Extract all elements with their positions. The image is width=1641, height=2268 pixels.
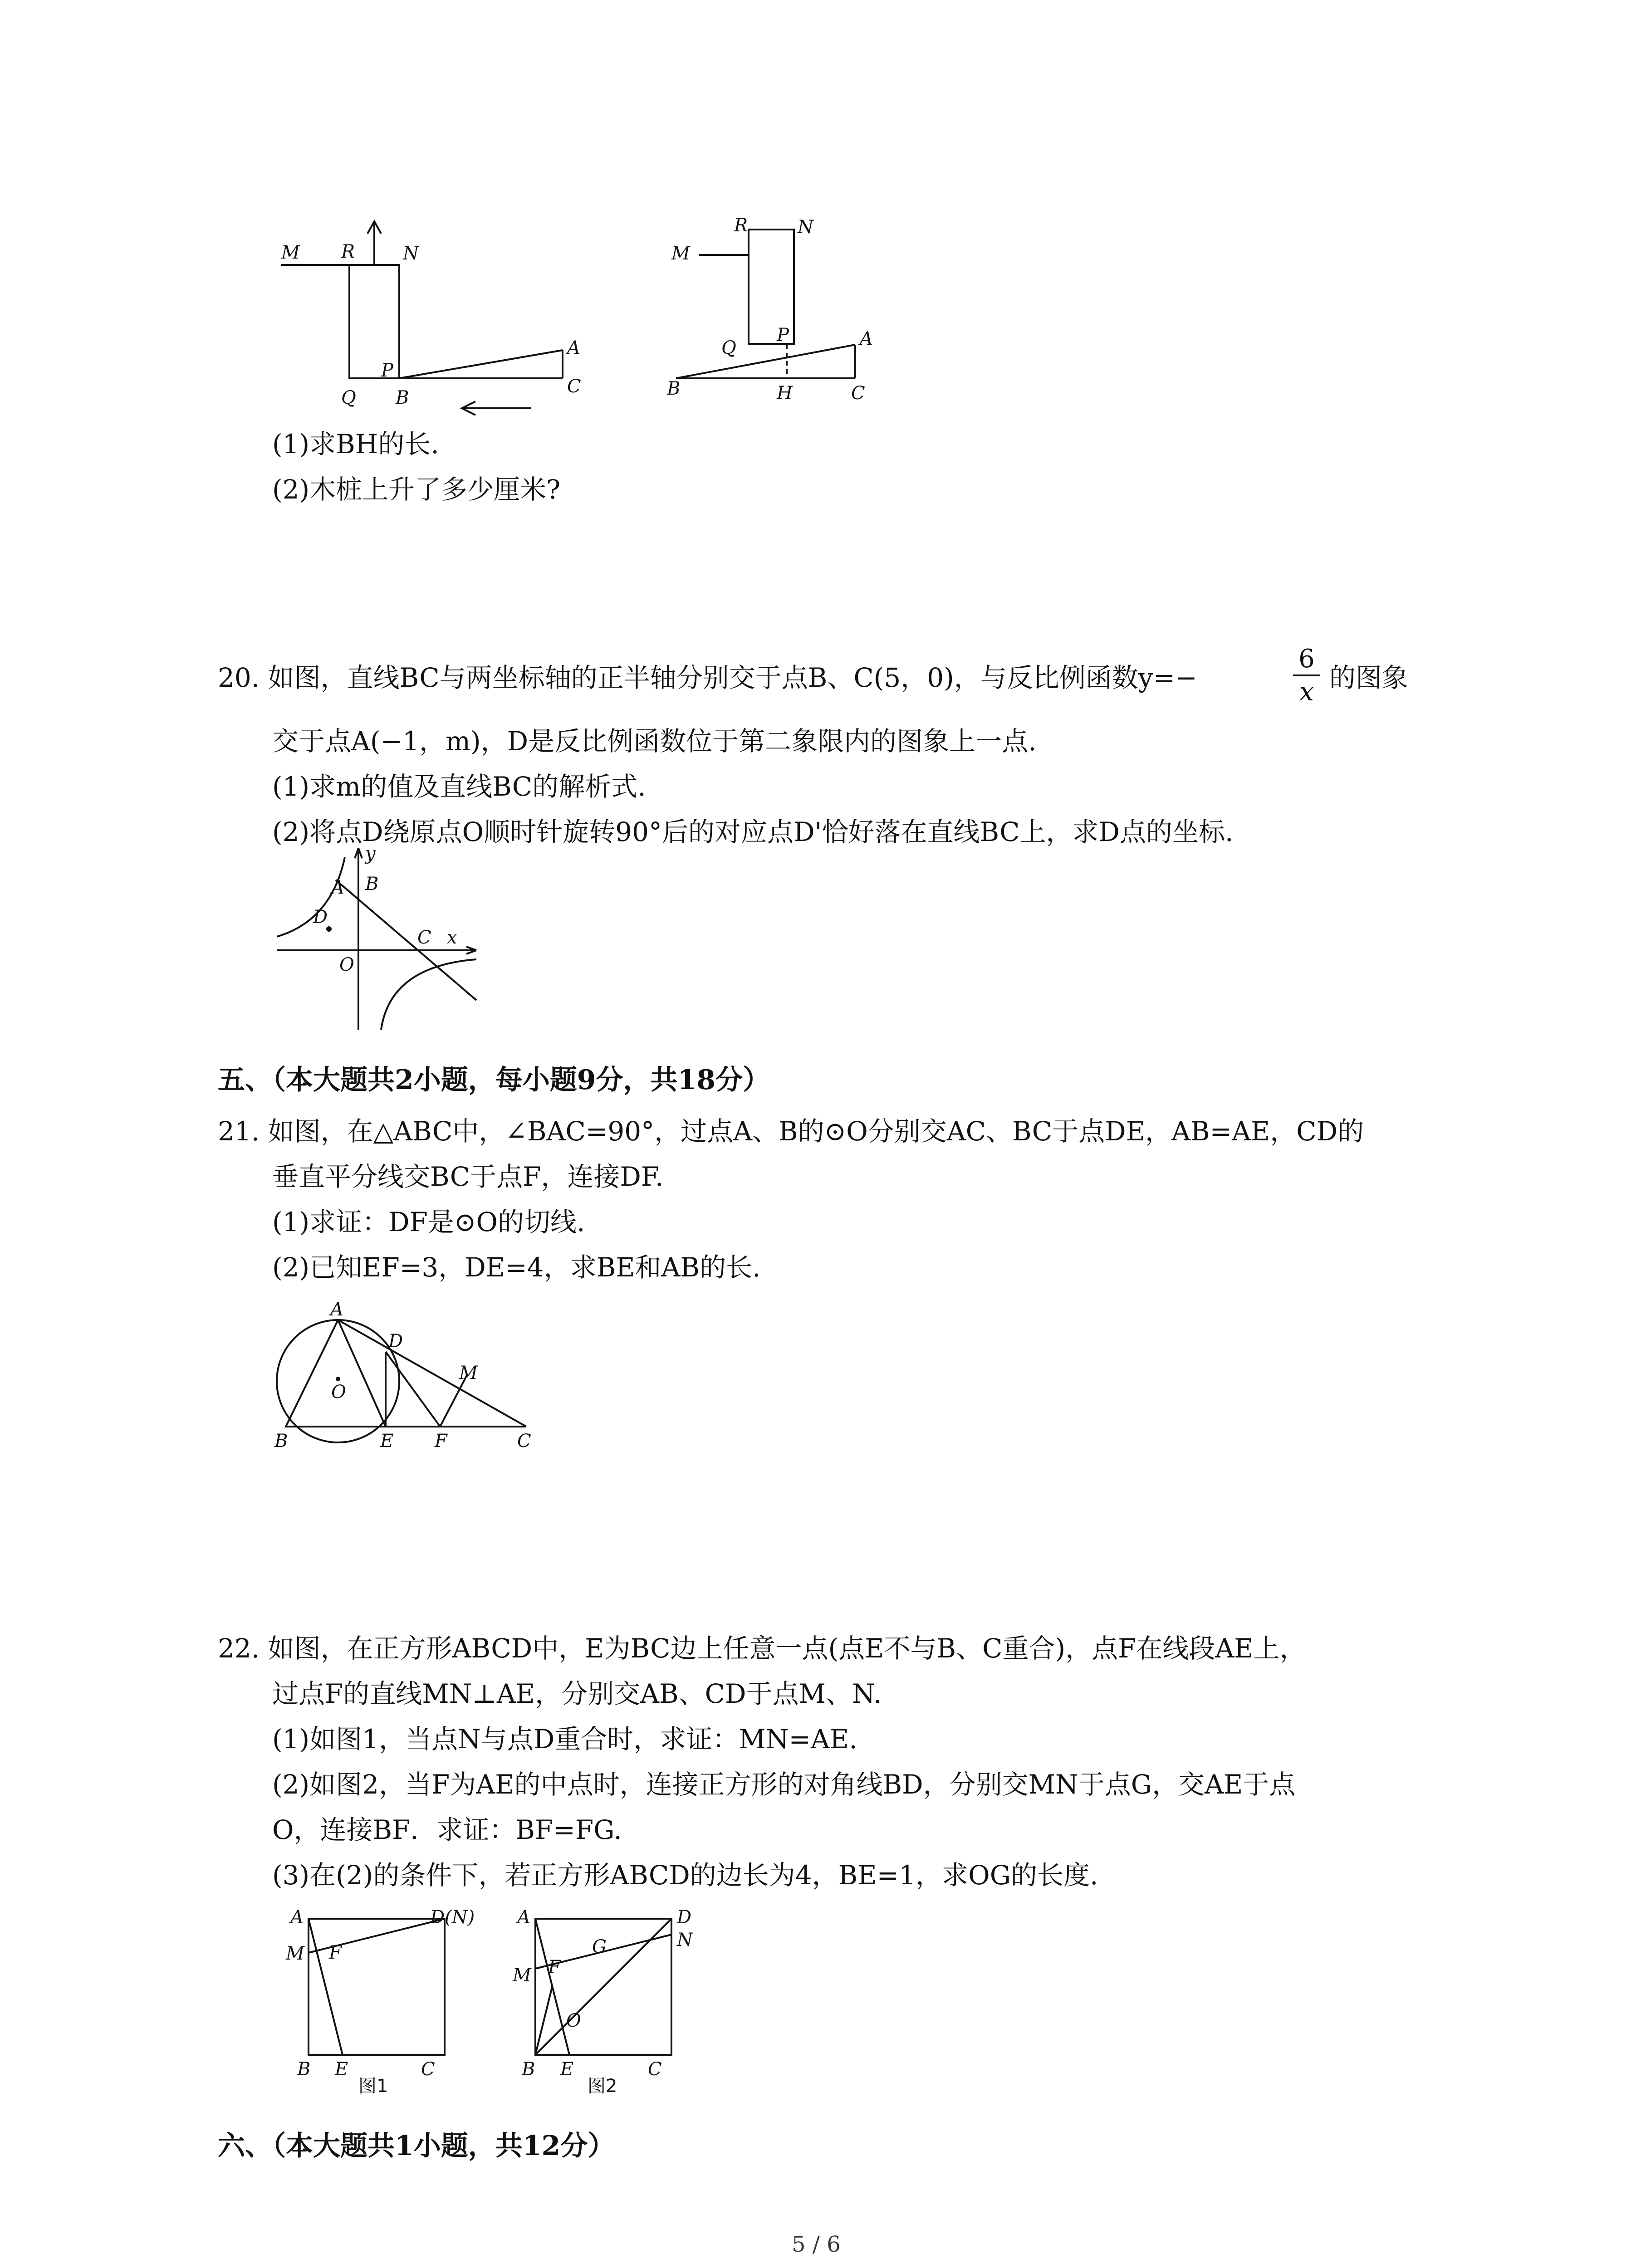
q22-part1: (1)如图1，当点N与点D重合时，求证：MN=AE. — [272, 1724, 857, 1755]
q22-line2: 过点F的直线MN⊥AE，分别交AB、CD于点M、N. — [272, 1678, 882, 1709]
q22f1-label-B: B — [297, 2059, 311, 2080]
q19-figure-a — [272, 213, 617, 417]
q21-label-M: M — [459, 1363, 478, 1383]
q22-figure-1-caption: 图1 — [358, 2076, 388, 2096]
q20-label-C: C — [417, 927, 431, 948]
q22f2-label-O: O — [566, 2010, 581, 2031]
section-5-heading: 五、（本大题共2小题，每小题9分，共18分） — [218, 1064, 770, 1096]
q22-figure-1 — [281, 1905, 508, 2096]
q20-line2: 交于点A(−1，m)，D是反比例函数位于第二象限内的图象上一点. — [272, 726, 1037, 757]
q20-part1: (1)求m的值及直线BC的解析式. — [272, 771, 646, 802]
q19a-label-R: R — [341, 241, 355, 262]
q20-figure — [277, 848, 485, 1039]
q21-label-D: D — [388, 1331, 403, 1352]
q22f2-label-D: D — [677, 1907, 692, 1928]
q19-part1: (1)求BH的长. — [272, 429, 439, 459]
q22f2-label-N: N — [677, 1930, 693, 1950]
q19b-label-A: A — [860, 328, 873, 349]
q22-part2b: O，连接BF．求证：BF=FG. — [272, 1814, 622, 1845]
q22f2-label-M: M — [513, 1965, 531, 1986]
q22f2-label-C: C — [648, 2059, 662, 2080]
q21-label-O: O — [331, 1382, 346, 1403]
q20-line1: 20. 如图，直线BC与两坐标轴的正半轴分别交于点B、C(5，0)，与反比例函数y=− — [218, 662, 1197, 693]
q22f2-label-G: G — [592, 1936, 607, 1957]
q21-label-C: C — [517, 1431, 531, 1452]
section-6-heading: 六、（本大题共1小题，共12分） — [218, 2130, 615, 2162]
q19a-label-C: C — [567, 376, 581, 397]
q22f2-label-E: E — [560, 2059, 574, 2080]
q22-figure-2-caption: 图2 — [588, 2076, 617, 2096]
q21-label-F: F — [435, 1431, 447, 1452]
q22f2-label-F: F — [548, 1957, 561, 1978]
q22-figure-2 — [508, 1905, 744, 2096]
q20-label-y: y — [365, 848, 376, 864]
q19a-label-M: M — [281, 242, 300, 263]
q19b-label-P: P — [777, 325, 789, 346]
q22f2-label-A: A — [517, 1907, 530, 1928]
page-number: 5 / 6 — [792, 2232, 841, 2257]
q21-label-B: B — [274, 1431, 288, 1452]
q22-part3: (3)在(2)的条件下，若正方形ABCD的边长为4，BE=1，求OG的长度. — [272, 1860, 1098, 1891]
q22f2-label-B: B — [522, 2059, 535, 2080]
q19a-label-B: B — [396, 387, 409, 408]
q19a-label-N: N — [403, 243, 419, 264]
q19b-label-C: C — [851, 383, 865, 404]
q19a-label-Q: Q — [341, 387, 356, 408]
q21-label-E: E — [380, 1431, 394, 1452]
q21-line2: 垂直平分线交BC于点F，连接DF. — [272, 1161, 664, 1192]
q20-label-B: B — [365, 874, 379, 894]
q20-label-A: A — [331, 877, 344, 898]
q21-label-A: A — [330, 1299, 343, 1320]
q22f1-label-DN: D(N) — [430, 1907, 475, 1928]
q19a-label-P: P — [381, 360, 393, 381]
q22f1-label-C: C — [421, 2059, 435, 2080]
q19-part2: (2)木桩上升了多少厘米? — [272, 474, 561, 505]
q22-part2a: (2)如图2，当F为AE的中点时，连接正方形的对角线BD，分别交MN于点G，交AE于点 — [272, 1769, 1296, 1800]
q19b-label-B: B — [667, 378, 681, 399]
q19a-label-A: A — [567, 337, 580, 358]
q20-fraction-numerator: 6 — [1298, 644, 1315, 674]
q20-fraction-bar — [1293, 675, 1320, 676]
q20-fraction-denominator: x — [1299, 677, 1314, 707]
q19b-label-N: N — [798, 217, 813, 238]
q22f1-label-M: M — [286, 1943, 304, 1964]
q22f1-label-E: E — [335, 2059, 348, 2080]
q22-line1: 22. 如图，在正方形ABCD中，E为BC边上任意一点(点E不与B、C重合)，点F在线段AE上， — [218, 1633, 1306, 1664]
q19b-label-Q: Q — [721, 337, 736, 358]
q21-part2: (2)已知EF=3，DE=4，求BE和AB的长. — [272, 1252, 761, 1283]
q19b-label-M: M — [671, 243, 690, 264]
q22f1-label-F: F — [329, 1942, 342, 1963]
q21-figure — [272, 1297, 544, 1452]
q19b-label-R: R — [734, 215, 748, 236]
q20-label-D: D — [313, 907, 328, 928]
q19-figure-b — [658, 213, 912, 417]
q21-line1: 21. 如图，在△ABC中，∠BAC=90°，过点A、B的⊙O分别交AC、BC于点DE，AB=AE，CD的 — [218, 1116, 1364, 1147]
q22f1-label-A: A — [290, 1907, 304, 1928]
q20-line1-tail: 的图象 — [1329, 662, 1409, 693]
q21-part1: (1)求证：DF是⊙O的切线. — [272, 1207, 585, 1237]
q20-label-O: O — [339, 954, 354, 975]
q20-label-x: x — [447, 927, 457, 948]
q20-fraction — [1293, 644, 1320, 707]
q19b-label-H: H — [777, 383, 793, 404]
q20-part2: (2)将点D绕原点O顺时针旋转90°后的对应点D'恰好落在直线BC上，求D点的坐标. — [272, 816, 1234, 847]
